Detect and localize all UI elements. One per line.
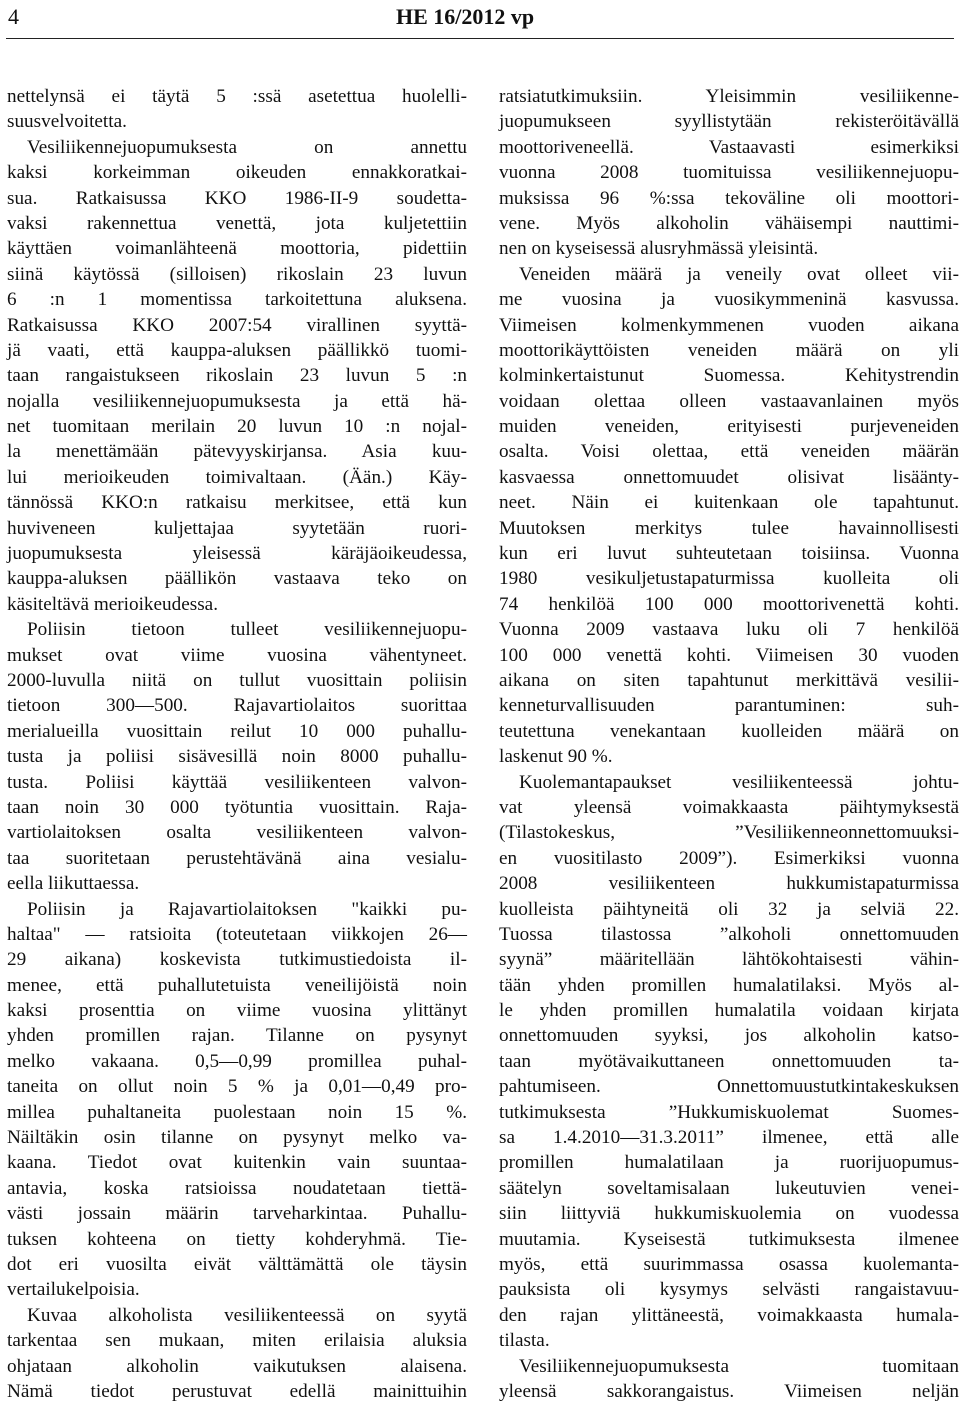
text-line: taan noin 30 000 työtuntia vuosittain. Raja- — [7, 796, 467, 818]
text-line: la menettämään pätevyyskirjansa. Asia kuu- — [7, 441, 467, 463]
text-line: tarkentaa sen mukaan, miten erilaisia aluksia — [7, 1330, 467, 1352]
text-line: Näiltäkin osin tilanne on pysynyt melko va- — [7, 1127, 467, 1149]
text-line: 2000-luvulla niitä on tullut vuosittain poliisin — [7, 669, 467, 691]
text-line: kasvaessa onnettomuudet olisivat lisäänty- — [499, 466, 959, 488]
text-line: siin liittyviä hukkumiskuolemia on vuodessa — [499, 1203, 959, 1225]
text-line: 29 aikana) koskevista tutkimustiedoista il- — [7, 949, 467, 971]
text-line: Vesiliikennejuopumuksesta tuomitaan — [519, 1355, 959, 1377]
text-line: eella liikuttaessa. — [7, 873, 140, 895]
text-line: Viimeisen kolmenkymmenen vuoden aikana — [499, 314, 959, 336]
text-line: 2008 vesiliikenteen hukkumistapaturmissa — [499, 873, 959, 895]
text-line: teutettuna venekantaan kuolleiden määrä on — [499, 720, 959, 742]
text-line: västi jossain määrin tarveharkintaa. Puhallu- — [7, 1203, 467, 1225]
text-line: Muutoksen merkitys tulee havainnollisesti — [499, 517, 959, 539]
text-line: Tuossa tilastossa ”alkoholi onnettomuuden — [499, 923, 959, 945]
text-line: net tuomitaan merilain 20 luvun 10 :n nojal- — [7, 416, 467, 438]
page-header — [0, 0, 960, 44]
right-text-column — [499, 84, 959, 1404]
text-line: nettelynsä ei täytä 5 :ssä asetettua huolelli- — [7, 86, 467, 107]
text-line: vartiolaitoksen osalta vesiliikenteen valvon- — [7, 822, 467, 844]
text-line: Vesiliikennejuopumuksesta on annettu — [27, 136, 467, 158]
paragraph — [7, 1303, 467, 1404]
text-line: 100 000 venettä kohti. Viimeisen 30 vuoden — [499, 644, 959, 666]
text-line: kaksi korkeimman oikeuden ennakkoratkai- — [7, 162, 467, 184]
text-line: tutkimuksesta ”Hukkumiskuolemat Suomes- — [499, 1101, 959, 1123]
text-line: sa 1.4.2010—31.3.2011” ilmenee, että alle — [499, 1127, 959, 1149]
text-line: huviveneen kuljettajaa syytetään ruori- — [7, 517, 467, 539]
text-line: vuonna 2008 tuomituissa vesiliikennejuopu- — [499, 162, 959, 184]
text-line: kuolleista päihtyneitä oli 32 ja selviä 22. — [499, 898, 959, 920]
page-number: 4 — [8, 4, 19, 29]
text-line: le yhden promillen humalatila voidaan kirjata — [499, 1000, 959, 1022]
text-line: en vuositilasto 2009”). Esimerkiksi vuonna — [499, 847, 959, 869]
text-line: pahtumiseen. Onnettomuustutkintakeskuksen — [499, 1076, 959, 1098]
text-line: neet. Näin ei kuitenkaan ole tapahtunut. — [499, 492, 959, 514]
text-line: 6 :n 1 momentissa tarkoitettuna aluksena. — [7, 289, 467, 311]
text-line: vat yleensä voimakkaasta päihtymyksestä — [499, 796, 959, 818]
text-line: kaksi prosenttia on viime vuosina ylittänyt — [7, 1000, 467, 1022]
text-line: käsiteltävä merioikeudessa. — [7, 593, 218, 615]
text-line: tusta ja poliisi sisävesillä noin 8000 puhallu- — [7, 746, 467, 768]
text-line: melko vakaana. 0,5—0,99 promillea puhal- — [7, 1050, 467, 1072]
text-line: nen on kyseisessä alusryhmässä yleisintä. — [499, 238, 819, 260]
text-line: voidaan olettaa olleen vastaavanlainen myös — [499, 390, 959, 412]
text-line: moottoriveneellä. Vastaavasti esimerkiksi — [499, 136, 959, 158]
document-id: HE 16/2012 vp — [396, 4, 535, 29]
text-line: dot eri vuosilta eivät välttämättä ole täysin — [7, 1253, 467, 1275]
text-line: me vuosina ja vuosikymmeninä kasvussa. — [499, 289, 959, 311]
text-line: suusvelvoitetta. — [7, 111, 127, 133]
text-line: tännössä KKO:n ratkaisu merkitsee, että kun — [7, 492, 467, 514]
text-line: sua. Ratkaisussa KKO 1986-II-9 soudetta- — [7, 187, 467, 209]
text-line: Poliisin ja Rajavartiolaitoksen "kaikki pu- — [27, 898, 467, 920]
text-line: 1980 vesikuljetustapaturmissa kuolleita oli — [499, 568, 959, 590]
paragraph — [499, 770, 959, 1354]
text-line: taa suoritetaan perustehtävänä aina vesialu- — [7, 847, 467, 869]
text-line: pauksista oli kysymys selvästi rangaistavuu- — [499, 1279, 959, 1301]
text-line: kauppa-aluksen päällikön vastaava teko on — [7, 568, 467, 590]
text-line: 74 henkilöä 100 000 moottorivenettä kohti. — [499, 593, 959, 615]
text-line: taneita on ollut noin 5 % ja 0,01—0,49 pro- — [7, 1076, 467, 1098]
text-line: syynä” määritellään lähtökohtaisesti vähin- — [499, 949, 959, 971]
text-line: vertailukelpoisia. — [7, 1279, 140, 1301]
text-line: vaksi rakennettua venettä, jota kuljetettiin — [7, 212, 467, 234]
text-line: kenneturvallisuuden parantuminen: suh- — [499, 695, 959, 717]
text-line: promillen humalatilaan ja ruorijuopumus- — [499, 1152, 959, 1174]
text-line: osalta. Voisi olettaa, että veneiden määrän — [499, 441, 959, 463]
header-divider — [6, 38, 954, 39]
paragraph — [7, 617, 467, 896]
text-line: kolminkertaistunut Suomessa. Kehitystrendin — [499, 365, 959, 387]
text-line: merialueilla vuosittain reilut 10 000 puhallu- — [7, 720, 467, 742]
text-line: tilasta. — [499, 1330, 550, 1352]
text-line: taan myötävaikuttaneen onnettomuuden ta- — [499, 1050, 959, 1072]
text-line: Nämä tiedot perustuvat edellä mainittuihin — [7, 1380, 467, 1402]
text-line: tietoon 300—500. Rajavartiolaitos suorittaa — [7, 695, 467, 717]
text-line: onnettomuuden syyksi, jos alkoholin katso- — [499, 1025, 959, 1047]
paragraph — [499, 262, 959, 770]
text-line: tusta. Poliisi käyttää vesiliikenteen valvon- — [7, 771, 467, 793]
text-line: muksissa 96 %:ssa tekoväline oli moottori- — [499, 187, 959, 209]
text-line: kun eri luvut suhteutetaan toisiinsa. Vuonna — [499, 543, 959, 565]
text-line: (Tilastokeskus, ”Vesiliikenneonnettomuuksi- — [499, 822, 959, 844]
text-line: juopumuksesta yleisessä käräjäoikeudessa, — [7, 543, 467, 565]
text-line: kaana. Tiedot ovat kuitenkin vain suuntaa- — [7, 1152, 467, 1174]
text-line: menee, että puhallutetuista veneilijöistä noin — [7, 974, 467, 996]
text-line: tuksen kohteena on tietty kohderyhmä. Tie- — [7, 1228, 467, 1250]
text-line: siinä käytössä (silloisen) rikoslain 23 luvun — [7, 263, 467, 285]
text-line: juopumukseen syyllistytään rekisteröitävällä — [499, 111, 959, 133]
text-line: taan rangaistukseen rikoslain 23 luvun 5 :n — [7, 365, 467, 387]
text-line: antavia, koska ratsioissa noudatetaan tiettä- — [7, 1177, 467, 1199]
text-line: Kuvaa alkoholista vesiliikenteessä on syytä — [27, 1304, 467, 1326]
text-line: laskenut 90 %. — [499, 746, 613, 768]
text-line: mukset ovat viime vuosina vähentyneet. — [7, 644, 467, 666]
text-line: myös, että suurimmassa osassa kuolemanta- — [499, 1253, 959, 1275]
text-line: Veneiden määrä ja veneily ovat olleet vii- — [519, 263, 959, 285]
text-line: Kuolemantapaukset vesiliikenteessä johtu- — [519, 771, 959, 793]
text-line: muutamia. Kyseisestä tutkimuksesta ilmenee — [499, 1228, 959, 1250]
text-line: yleensä sakkorangaistus. Viimeisen neljän — [499, 1380, 959, 1402]
paragraph — [499, 84, 959, 262]
text-line: lui merioikeuden toimivaltaan. (Ään.) Käy- — [7, 466, 467, 488]
text-line: ratsiatutkimuksiin. Yleisimmin vesiliikenne- — [499, 86, 959, 107]
text-line: jä vaati, että kauppa-aluksen päällikkö tuomi- — [7, 339, 467, 361]
text-line: Ratkaisussa KKO 2007:54 virallinen syyttä- — [7, 314, 467, 336]
text-line: Poliisin tietoon tulleet vesiliikennejuopu- — [27, 619, 467, 641]
text-line: vene. Myös alkoholin vähäisempi nauttimi- — [499, 212, 959, 234]
text-line: Vuonna 2009 vastaava luku oli 7 henkilöä — [499, 619, 959, 641]
left-text-column — [7, 84, 467, 1404]
text-line: käyttäen voimanlähteenä moottoria, pidettiin — [7, 238, 467, 260]
text-line: den rajan ylittäneestä, voimakkaasta humala- — [499, 1304, 959, 1326]
text-line: aikana on siten tapahtunut merkittävä vesilii- — [499, 669, 959, 691]
text-line: haltaa" — ratsioita (toteutetaan viikkojen 26— — [7, 923, 467, 945]
text-line: yhden promillen rajan. Tilanne on pysynyt — [7, 1025, 467, 1047]
text-line: moottorikäyttöisten veneiden määrä on yli — [499, 339, 959, 361]
paragraph — [7, 135, 467, 617]
text-line: millea puhaltaneita puolestaan noin 15 %. — [7, 1101, 467, 1123]
text-line: muiden veneiden, erityisesti purjeveneiden — [499, 416, 959, 438]
text-line: ohjataan alkoholin vaikutuksen alaisena. — [7, 1355, 467, 1377]
paragraph — [7, 84, 467, 135]
paragraph — [499, 1354, 959, 1404]
text-line: säätelyn soveltamisalaan lukeutuvien venei- — [499, 1177, 959, 1199]
text-line: nojalla vesiliikennejuopumuksesta ja että hä- — [7, 390, 467, 412]
text-line: tään yhden promillen humalatilaksi. Myös al- — [499, 974, 959, 996]
paragraph — [7, 897, 467, 1303]
